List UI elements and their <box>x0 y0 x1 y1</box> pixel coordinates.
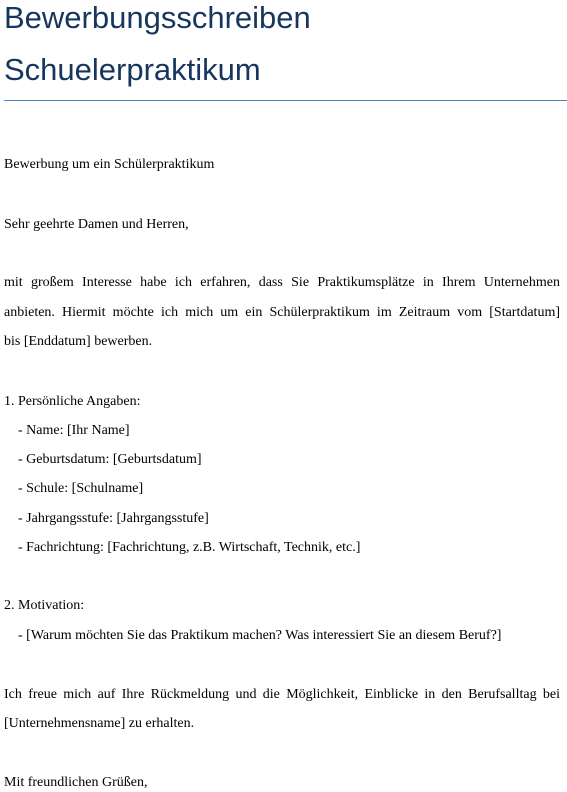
list-item-subject-area: - Fachrichtung: [Fachrichtung, z.B. Wirtschaft, Technik, etc.] <box>18 540 361 555</box>
section-heading-personal-details: 1. Persönliche Angaben: <box>4 394 141 409</box>
closing-paragraph-line: [Unternehmensname] zu erhalten. <box>4 716 195 731</box>
letter-signoff: Mit freundlichen Grüßen, <box>4 775 148 790</box>
closing-paragraph-line: Ich freue mich auf Ihre Rückmeldung und die Möglichkeit, Einblicke in den Berufsalltag bei <box>4 687 560 702</box>
intro-paragraph-line: bis [Enddatum] bewerben. <box>4 334 153 349</box>
letter-subject: Bewerbung um ein Schülerpraktikum <box>4 157 215 172</box>
intro-paragraph-line: mit großem Interesse habe ich erfahren, dass Sie Praktikumsplätze in Ihrem Unternehmen <box>4 275 560 290</box>
document-title-line-1: Bewerbungsschreiben <box>4 0 311 35</box>
section-heading-motivation: 2. Motivation: <box>4 598 85 613</box>
document-title-line-2: Schuelerpraktikum <box>4 52 261 87</box>
letter-salutation: Sehr geehrte Damen und Herren, <box>4 217 189 232</box>
list-item-birthdate: - Geburtsdatum: [Geburtsdatum] <box>18 452 202 467</box>
list-item-name: - Name: [Ihr Name] <box>18 423 130 438</box>
intro-paragraph-line: anbieten. Hiermit möchte ich mich um ein Schülerpraktikum im Zeitraum vom [Startdatum] <box>4 305 560 320</box>
title-divider <box>4 100 567 101</box>
list-item-grade: - Jahrgangsstufe: [Jahrgangsstufe] <box>18 511 209 526</box>
list-item-school: - Schule: [Schulname] <box>18 481 144 496</box>
list-item-motivation: - [Warum möchten Sie das Praktikum machen? Was interessiert Sie an diesem Beruf?] <box>18 628 502 643</box>
